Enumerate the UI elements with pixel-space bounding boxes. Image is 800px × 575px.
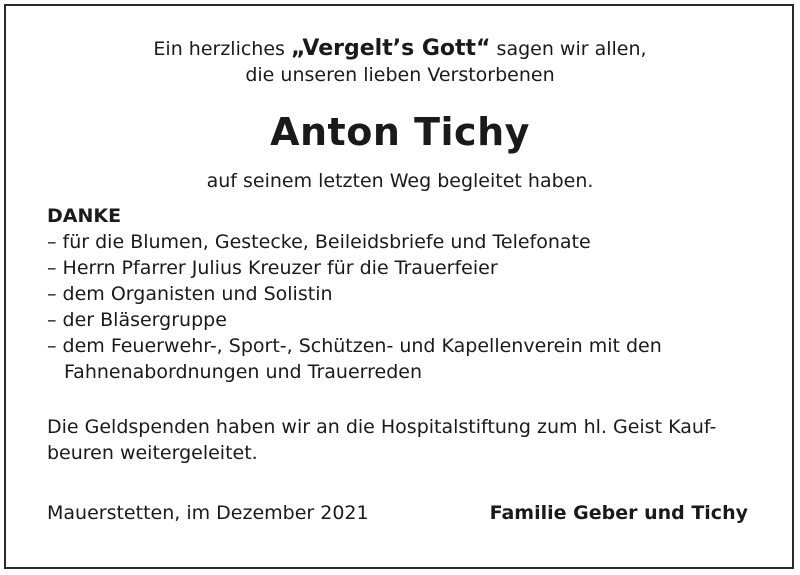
intro-pre: Ein herzliches <box>153 38 291 60</box>
donation-line-2: beuren weitergeleitet. <box>47 442 258 464</box>
family-signature: Familie Geber und Tichy <box>489 502 748 524</box>
last-path-text: auf seinem letzten Weg begleitet haben. <box>206 170 594 192</box>
thanks-item: – der Bläsergruppe <box>47 309 227 331</box>
intro-line-2: die unseren lieben Verstorbenen <box>245 64 555 86</box>
thanks-item-continuation: Fahnenabordnungen und Trauerreden <box>64 361 423 383</box>
thanks-item: – für die Blumen, Gestecke, Beileidsbriefe und Telefonate <box>47 231 591 253</box>
thanks-item: – dem Feuerwehr-, Sport-, Schützen- und Kapellenverein mit den <box>47 335 662 357</box>
deceased-name: Anton Tichy <box>270 110 530 154</box>
thanks-item: – dem Organisten und Solistin <box>47 283 333 305</box>
donation-line-1: Die Geldspenden haben wir an die Hospitalstiftung zum hl. Geist Kauf- <box>47 416 717 438</box>
thanks-section <box>47 203 767 385</box>
vergelts-gott-highlight: „Vergelt’s Gott“ <box>290 36 491 61</box>
intro-post: sagen wir allen, <box>490 38 647 60</box>
intro-text <box>0 36 800 88</box>
place-date: Mauerstetten, im Dezember 2021 <box>47 502 369 524</box>
thanks-heading: DANKE <box>47 205 122 227</box>
intro-line-1 <box>0 36 800 62</box>
thanks-item: – Herrn Pfarrer Julius Kreuzer für die Trauerfeier <box>47 257 498 279</box>
donation-note <box>47 414 767 466</box>
